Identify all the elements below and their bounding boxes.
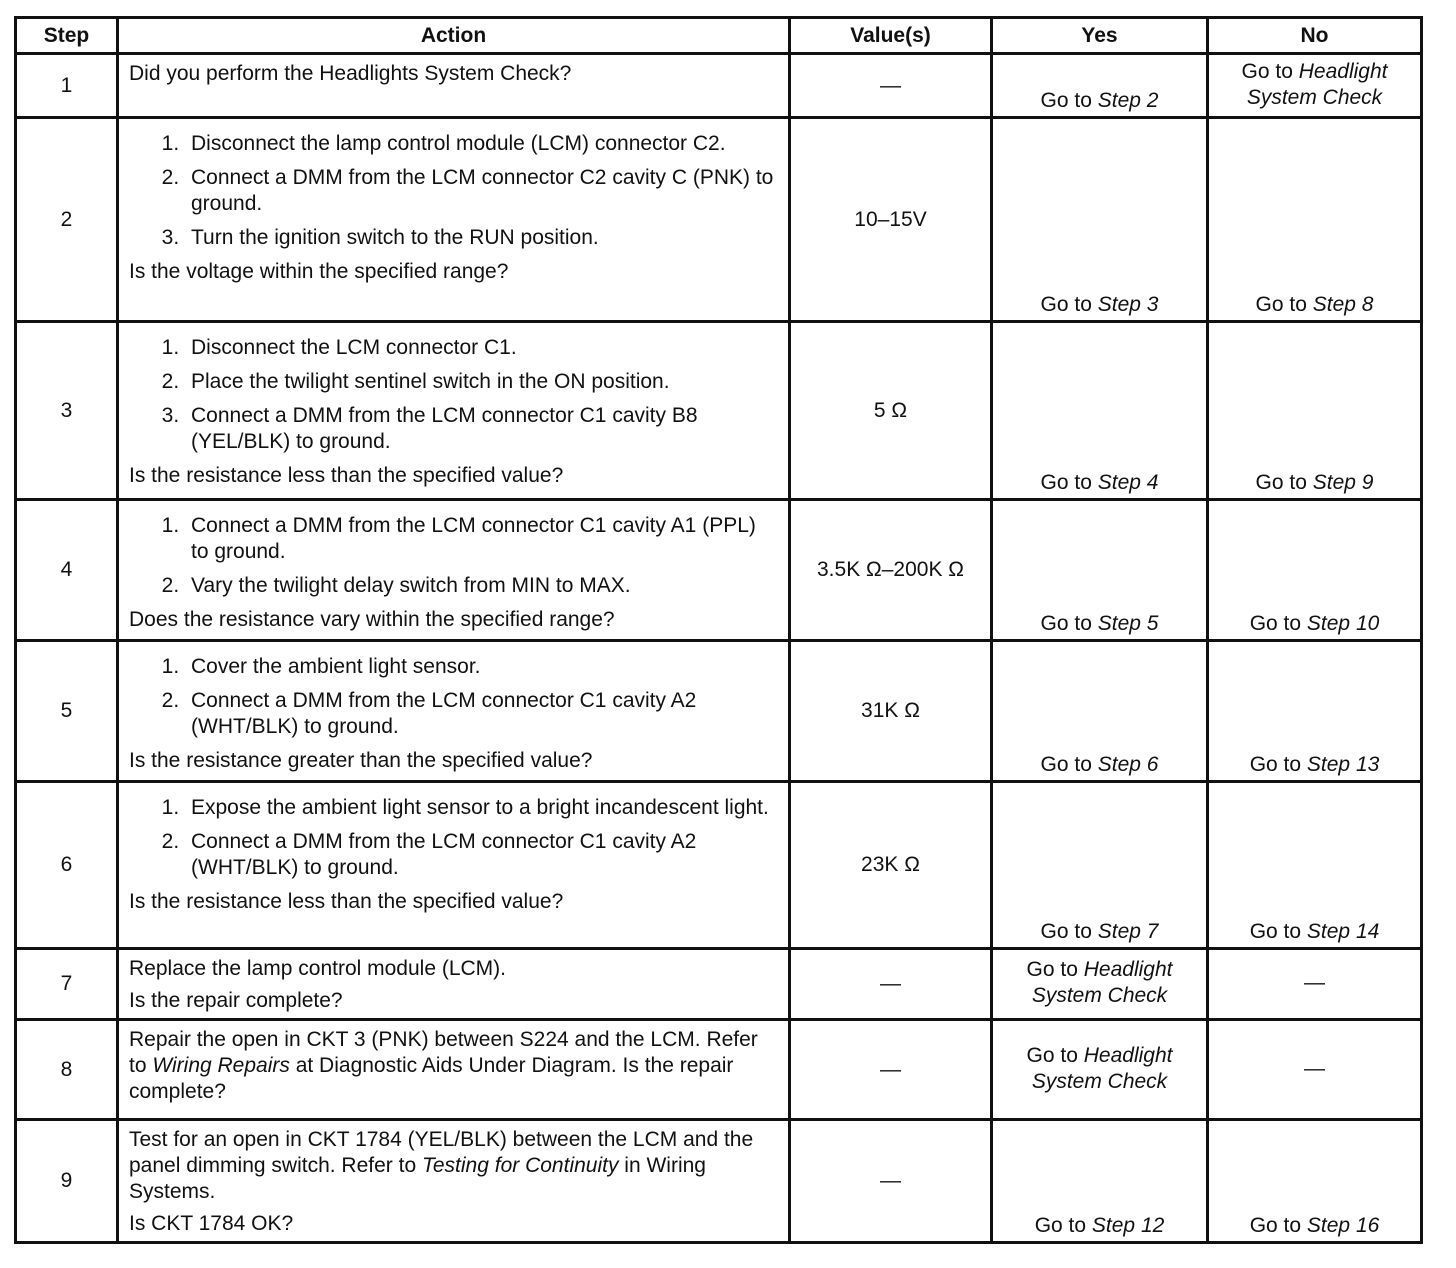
yes-cell [992,54,1208,118]
value-cell: — [790,54,992,118]
no-cell [1208,1120,1422,1243]
goto-link[interactable]: Headlight System Check [1031,1043,1173,1093]
goto-link[interactable]: Step 10 [1306,612,1380,635]
action-text: in Wiring Systems. [129,1154,706,1203]
goto-link[interactable]: Step 12 [1091,1214,1165,1237]
value-cell: — [790,949,992,1020]
yes-cell [992,500,1208,641]
step-number: 2 [16,118,118,322]
goto-link[interactable]: Step 16 [1306,1214,1380,1237]
action-cell [118,782,790,949]
action-cell [118,641,790,782]
header-action: Action [118,18,790,54]
goto-prefix: Go to [1249,753,1302,776]
reference-link[interactable]: Testing for Continuity [421,1154,619,1177]
no-cell [1208,782,1422,949]
action-text: Replace the lamp control module (LCM). [129,957,506,980]
header-step: Step [16,18,118,54]
step-row-6 [16,782,1422,949]
step-row-9 [16,1120,1422,1243]
goto-link[interactable]: Step 6 [1097,753,1159,776]
step-number: 6 [16,782,118,949]
no-cell [1208,322,1422,500]
action-step: 2. Connect a DMM from the LCM connector C1 cavity A2 (WHT/BLK) to ground. [185,688,778,740]
step-row-1 [16,54,1422,118]
action-step: 2. Vary the twilight delay switch from MIN to MAX. [185,573,778,599]
no-cell [1208,641,1422,782]
goto-prefix: Go to [1249,1214,1302,1237]
no-cell [1208,118,1422,322]
goto-link[interactable]: Step 7 [1097,920,1159,943]
action-cell [118,322,790,500]
goto-prefix: Go to [1255,471,1307,494]
action-steps [129,131,778,251]
action-step: 1. Expose the ambient light sensor to a bright incandescent light. [185,795,778,821]
action-question: Does the resistance vary within the specified range? [129,608,615,631]
yes-cell [992,782,1208,949]
goto-prefix: Go to [1241,59,1293,83]
action-cell [118,500,790,641]
reference-link[interactable]: Wiring Repairs [152,1054,290,1077]
action-text: Did you perform the Headlights System Check? [129,62,572,85]
goto-prefix: Go to [1026,1043,1078,1067]
action-step: 2. Connect a DMM from the LCM connector C1 cavity A2 (WHT/BLK) to ground. [185,829,778,881]
action-step: 3. Connect a DMM from the LCM connector C1 cavity B8 (YEL/BLK) to ground. [185,403,778,455]
no-cell: — [1208,949,1422,1020]
goto-prefix: Go to [1255,293,1307,316]
yes-cell [992,1120,1208,1243]
action-question: Is CKT 1784 OK? [129,1212,294,1235]
step-number: 1 [16,54,118,118]
goto-prefix: Go to [1026,958,1078,981]
header-yes: Yes [992,18,1208,54]
action-question: Is the voltage within the specified range? [129,260,509,283]
yes-cell [992,1020,1208,1120]
goto-prefix: Go to [1040,753,1092,776]
action-question: Is the resistance greater than the specified value? [129,749,593,772]
value-cell: — [790,1120,992,1243]
goto-link[interactable]: Step 4 [1097,471,1159,494]
action-step: 1. Disconnect the lamp control module (LCM) connector C2. [185,131,778,157]
value-cell: 10–15V [790,118,992,322]
goto-link[interactable]: Step 14 [1306,920,1380,943]
diagnostic-table [14,16,1423,1244]
value-cell: 3.5K Ω–200K Ω [790,500,992,641]
goto-prefix: Go to [1034,1214,1087,1237]
action-text: Repair the open in CKT 3 (PNK) between S224 and the LCM. Refer to [129,1028,758,1077]
goto-link[interactable]: Headlight System Check [1246,59,1388,109]
goto-link[interactable]: Step 8 [1312,293,1374,316]
goto-link[interactable]: Headlight System Check [1031,958,1173,1007]
goto-link[interactable]: Step 2 [1097,89,1159,112]
header-no: No [1208,18,1422,54]
no-cell [1208,54,1422,118]
action-steps [129,795,778,881]
action-steps [129,335,778,455]
goto-link[interactable]: Step 9 [1312,471,1374,494]
yes-cell [992,322,1208,500]
step-row-5 [16,641,1422,782]
action-steps [129,654,778,740]
header-row [16,18,1422,54]
yes-cell [992,641,1208,782]
goto-link[interactable]: Step 5 [1097,612,1159,635]
header-values: Value(s) [790,18,992,54]
action-step: 1. Connect a DMM from the LCM connector C1 cavity A1 (PPL) to ground. [185,513,778,565]
action-question: Is the resistance less than the specified value? [129,890,564,913]
action-step: 3. Turn the ignition switch to the RUN position. [185,225,778,251]
goto-link[interactable]: Step 13 [1306,753,1380,776]
step-row-4 [16,500,1422,641]
goto-link[interactable]: Step 3 [1097,293,1159,316]
action-question: Is the repair complete? [129,989,343,1012]
step-number: 7 [16,949,118,1020]
goto-prefix: Go to [1040,920,1092,943]
no-cell [1208,500,1422,641]
action-cell [118,54,790,118]
action-step: 2. Place the twilight sentinel switch in the ON position. [185,369,778,395]
action-steps [129,513,778,599]
no-cell: — [1208,1020,1422,1120]
value-cell: 23K Ω [790,782,992,949]
step-number: 9 [16,1120,118,1243]
action-cell [118,1020,790,1120]
action-step: 1. Cover the ambient light sensor. [185,654,778,680]
step-row-8 [16,1020,1422,1120]
yes-cell [992,949,1208,1020]
goto-prefix: Go to [1249,612,1302,635]
action-step: 2. Connect a DMM from the LCM connector C2 cavity C (PNK) to ground. [185,165,778,217]
step-number: 3 [16,322,118,500]
goto-prefix: Go to [1040,293,1092,316]
action-text: at Diagnostic Aids Under Diagram. Is the repair complete? [129,1054,734,1103]
action-cell [118,949,790,1020]
action-cell [118,1120,790,1243]
goto-prefix: Go to [1040,89,1092,112]
goto-prefix: Go to [1249,920,1302,943]
step-row-7 [16,949,1422,1020]
goto-prefix: Go to [1040,471,1092,494]
value-cell: 31K Ω [790,641,992,782]
action-question: Is the resistance less than the specified value? [129,464,564,487]
action-step: 1. Disconnect the LCM connector C1. [185,335,778,361]
yes-cell [992,118,1208,322]
step-number: 8 [16,1020,118,1120]
step-row-2 [16,118,1422,322]
step-number: 4 [16,500,118,641]
step-row-3 [16,322,1422,500]
value-cell: — [790,1020,992,1120]
action-cell [118,118,790,322]
step-number: 5 [16,641,118,782]
value-cell: 5 Ω [790,322,992,500]
goto-prefix: Go to [1040,612,1092,635]
action-text: Test for an open in CKT 1784 (YEL/BLK) between the LCM and the panel dimming switch. Refer to [129,1128,754,1177]
